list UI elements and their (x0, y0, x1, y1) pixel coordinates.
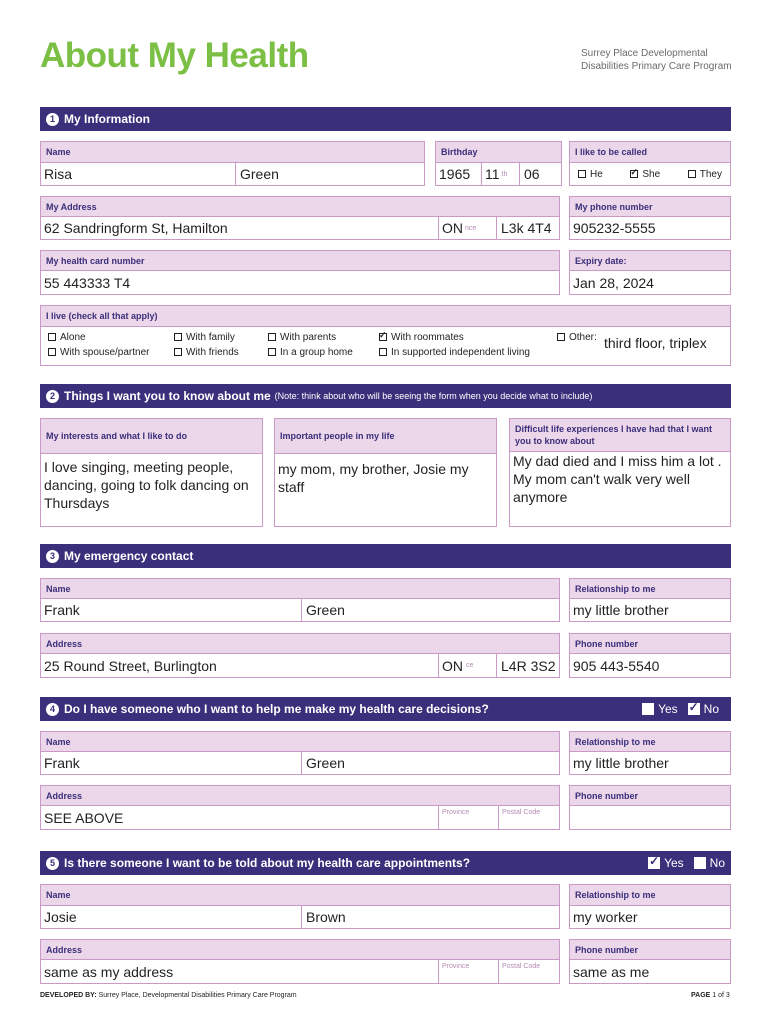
checkbox-icon[interactable] (578, 170, 586, 178)
contact-address-field[interactable] (40, 653, 560, 678)
decision-yes-option[interactable] (642, 702, 678, 716)
option-parents[interactable] (268, 332, 336, 343)
section-number: 3 (46, 550, 59, 563)
first-name-value: Risa (44, 166, 73, 182)
contact-postal-value: L4R 3S2 (496, 653, 555, 678)
option-supported-living[interactable] (379, 347, 530, 358)
org-name (581, 47, 741, 73)
name-field[interactable] (40, 162, 425, 186)
health-card-field[interactable]: 55 443333 T4 (40, 270, 560, 295)
checkbox-icon[interactable] (557, 333, 565, 341)
decision-phone-label: Phone number (569, 785, 731, 805)
live-label: I live (check all that apply) (40, 305, 731, 326)
pronoun-he-label: He (590, 168, 603, 180)
contact-relationship-label: Relationship to me (569, 578, 731, 598)
option-label: Alone (60, 332, 86, 343)
option-label: With family (186, 332, 235, 343)
footer-developed-by (40, 992, 297, 999)
contact-name-label: Name (40, 578, 560, 598)
pronoun-they-label: They (699, 168, 722, 180)
called-label: I like to be called (569, 141, 731, 162)
decision-relationship-label: Relationship to me (569, 731, 731, 751)
decision-address-label: Address (40, 785, 560, 805)
decision-no-option[interactable] (688, 702, 719, 716)
appointments-address-field[interactable] (40, 959, 560, 984)
appointments-phone-label: Phone number (569, 939, 731, 959)
option-label: Other: (569, 332, 597, 343)
decision-name-label: Name (40, 731, 560, 751)
contact-phone-field[interactable]: 905 443-5540 (569, 653, 731, 678)
option-spouse[interactable] (48, 347, 150, 358)
pronoun-he-option[interactable] (578, 169, 603, 180)
decision-name-field[interactable] (40, 751, 560, 775)
checkbox-icon[interactable] (174, 348, 182, 356)
appointments-no-option[interactable] (694, 856, 725, 870)
difficult-field[interactable]: My dad died and I miss him a lot . My mom can't walk very well anymore (509, 451, 731, 527)
footer-dev-label: DEVELOPED BY: (40, 992, 97, 999)
option-roommates[interactable] (379, 332, 464, 343)
footer-page (691, 992, 730, 999)
appointments-province-hint: Province (438, 959, 498, 984)
section-title: My Information (64, 112, 150, 126)
address-field[interactable] (40, 216, 560, 240)
last-name-value: Green (235, 162, 279, 186)
checkbox-icon[interactable] (268, 333, 276, 341)
birth-month-cell (481, 162, 519, 186)
section-title: Is there someone I want to be told about my health care appointments? (64, 856, 471, 870)
contact-address-value: 25 Round Street, Burlington (44, 657, 217, 674)
birth-day-value: 06 (519, 162, 540, 186)
footer-page-text: 1 of 3 (712, 992, 730, 999)
option-friends[interactable] (174, 347, 239, 358)
section-title: Do I have someone who I want to help me make my health care decisions? (64, 702, 489, 716)
option-label: In supported independent living (391, 347, 530, 358)
contact-first-name-value: Frank (44, 602, 80, 618)
decision-postal-hint: Postal Code (498, 805, 540, 830)
option-group-home[interactable] (268, 347, 353, 358)
yes-label: Yes (658, 702, 678, 716)
decision-relationship-field[interactable]: my little brother (569, 751, 731, 775)
birthday-field[interactable] (435, 162, 562, 186)
section-3-header (40, 544, 731, 568)
appointments-relationship-label: Relationship to me (569, 884, 731, 905)
checkbox-icon[interactable] (688, 170, 696, 178)
section-5-header (40, 851, 731, 875)
health-card-label: My health card number (40, 250, 560, 270)
section-4-header (40, 697, 731, 721)
option-label: With roommates (391, 332, 464, 343)
appointments-address-label: Address (40, 939, 560, 959)
decision-last-name-value: Green (301, 751, 345, 775)
contact-province-value: ON (442, 657, 463, 674)
section-title: Things I want you to know about me (64, 389, 271, 403)
expiry-field[interactable]: Jan 28, 2024 (569, 270, 731, 295)
option-label: With parents (280, 332, 337, 343)
page-title: About My Health (40, 36, 309, 75)
checkbox-icon[interactable] (48, 333, 56, 341)
no-label: No (703, 702, 719, 716)
appointments-phone-field[interactable]: same as me (569, 959, 731, 984)
province-cell (438, 216, 496, 240)
postal-value: L3k 4T4 (496, 216, 552, 240)
section-note: (Note: think about who will be seeing the form when you decide what to include) (274, 391, 593, 401)
province-hint: nce (465, 224, 477, 232)
address-label: My Address (40, 196, 560, 216)
birth-month-value: 11 (485, 166, 500, 182)
section-number: 4 (46, 703, 59, 716)
appointments-first-name-value: Josie (44, 909, 77, 925)
contact-phone-label: Phone number (569, 633, 731, 653)
org-line-1: Surrey Place Developmental (581, 48, 708, 59)
birth-month-hint: th (501, 170, 508, 178)
interests-field[interactable]: I love singing, meeting people, dancing, going to folk dancing on Thursdays (40, 453, 263, 527)
checked-checkbox-icon[interactable] (688, 703, 700, 715)
phone-label: My phone number (569, 196, 731, 216)
option-other[interactable] (557, 332, 597, 343)
contact-last-name-value: Green (301, 598, 345, 622)
pronoun-they-option[interactable] (688, 169, 722, 180)
footer-dev-text: Surrey Place, Developmental Disabilities Primary Care Program (98, 992, 297, 999)
other-value[interactable]: third floor, triplex (604, 335, 707, 351)
section-2-header (40, 384, 731, 408)
contact-name-field[interactable] (40, 598, 560, 622)
appointments-relationship-field[interactable]: my worker (569, 905, 731, 929)
decision-province-hint: Province (438, 805, 498, 830)
decision-address-value: SEE ABOVE (44, 809, 124, 826)
difficult-label: Difficult life experiences I have had that I want you to know about (509, 418, 731, 451)
appointments-postal-hint: Postal Code (498, 959, 540, 984)
contact-province-hint: ce (466, 662, 474, 669)
no-label: No (709, 856, 725, 870)
name-label: Name (40, 141, 425, 162)
address-value: 62 Sandringform St, Hamilton (44, 220, 228, 236)
footer-page-label: PAGE (691, 992, 711, 999)
checkbox-icon[interactable] (642, 703, 654, 715)
option-alone[interactable] (48, 332, 86, 343)
appointments-address-value: same as my address (44, 963, 174, 980)
appointments-last-name-value: Brown (301, 905, 346, 929)
decision-phone-field[interactable] (569, 805, 731, 830)
checkbox-icon[interactable] (174, 333, 182, 341)
appointments-name-label: Name (40, 884, 560, 905)
section-1-header (40, 107, 731, 131)
contact-address-label: Address (40, 633, 560, 653)
checkbox-icon[interactable] (379, 348, 387, 356)
checkbox-icon[interactable] (268, 348, 276, 356)
phone-field[interactable]: 905232-5555 (569, 216, 731, 240)
province-value: ON (442, 220, 463, 236)
checked-checkbox-icon[interactable] (630, 170, 638, 178)
appointments-name-field[interactable] (40, 905, 560, 929)
contact-province-cell (438, 653, 496, 678)
checked-checkbox-icon[interactable] (648, 857, 660, 869)
pronoun-field (569, 162, 731, 186)
birthday-label: Birthday (435, 141, 562, 162)
section-title: My emergency contact (64, 549, 194, 563)
appointments-yes-option[interactable] (648, 856, 684, 870)
contact-relationship-field[interactable]: my little brother (569, 598, 731, 622)
option-label: With spouse/partner (60, 347, 150, 358)
people-field[interactable]: my mom, my brother, Josie my staff (274, 453, 497, 527)
pronoun-she-label: She (642, 168, 661, 180)
checkbox-icon[interactable] (48, 348, 56, 356)
option-label: In a group home (280, 347, 353, 358)
section-number: 1 (46, 113, 59, 126)
people-label: Important people in my life (274, 418, 497, 453)
option-family[interactable] (174, 332, 235, 343)
interests-label: My interests and what I like to do (40, 418, 263, 453)
org-line-2: Disabilities Primary Care Program (581, 61, 732, 72)
section-number: 5 (46, 857, 59, 870)
checkbox-icon[interactable] (694, 857, 706, 869)
birth-year-value: 1965 (439, 166, 471, 182)
decision-first-name-value: Frank (44, 755, 80, 771)
yes-label: Yes (664, 856, 684, 870)
pronoun-she-option[interactable] (630, 169, 660, 180)
section-number: 2 (46, 390, 59, 403)
decision-address-field[interactable] (40, 805, 560, 830)
checked-checkbox-icon[interactable] (379, 333, 387, 341)
expiry-label: Expiry date: (569, 250, 731, 270)
option-label: With friends (186, 347, 239, 358)
